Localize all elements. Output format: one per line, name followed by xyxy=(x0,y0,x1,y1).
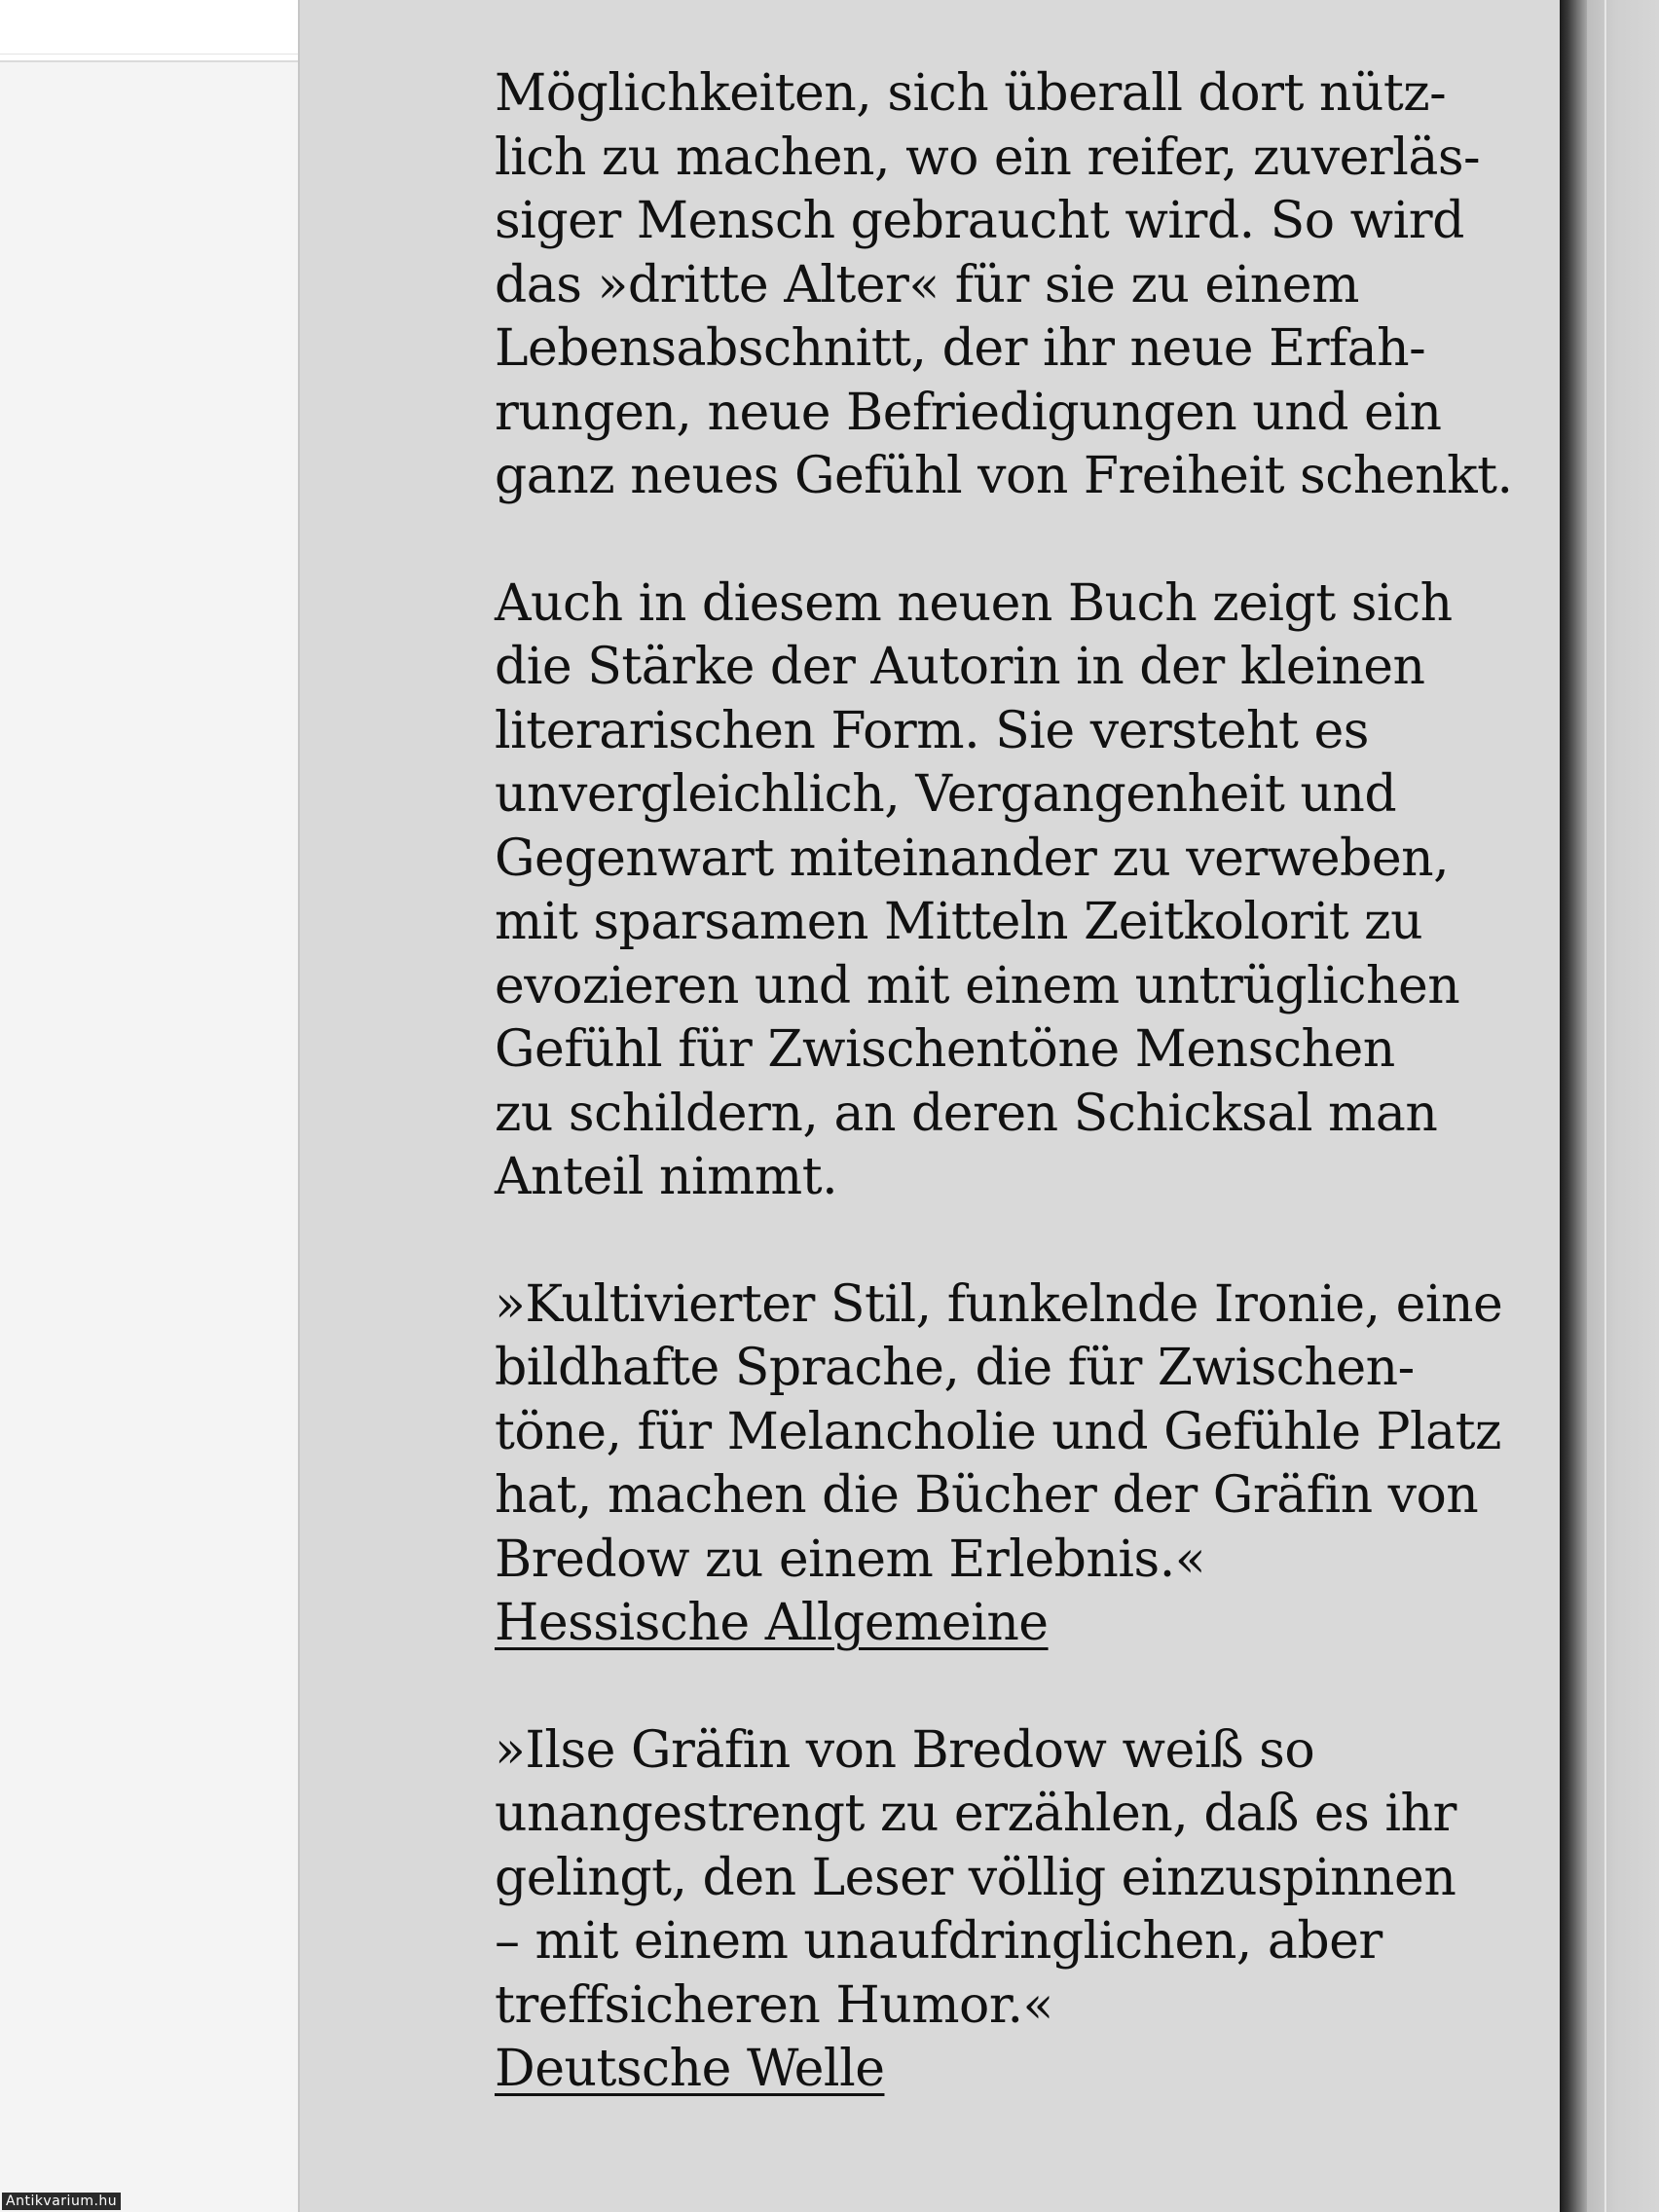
text-line: bildhafte Sprache, die für Zwischen- xyxy=(495,1339,1415,1397)
text-line: Möglichkeiten, sich überall dort nütz- xyxy=(495,64,1447,123)
quote-source-label: Deutsche Welle xyxy=(495,2040,885,2098)
left-page-top-band xyxy=(0,0,298,62)
text-line: Lebensabschnitt, der ihr neue Erfah- xyxy=(495,319,1426,378)
text-line: unvergleichlich, Vergangenheit und xyxy=(495,765,1397,824)
text-line: evozieren und mit einem untrüglichen xyxy=(495,956,1460,1015)
paragraph-1 xyxy=(495,62,1527,509)
text-line: lich zu machen, wo ein reifer, zuverläs- xyxy=(495,128,1481,187)
text-line: Bredow zu einem Erlebnis.« xyxy=(495,1530,1206,1589)
watermark: Antikvarium.hu xyxy=(2,2193,121,2210)
text-line: ganz neues Gefühl von Freiheit schenkt. xyxy=(495,447,1513,505)
quote-source xyxy=(495,1592,1527,1656)
left-page xyxy=(0,0,304,2212)
text-line: unangestrengt zu erzählen, daß es ihr xyxy=(495,1785,1456,1843)
text-line: töne, für Melancholie und Gefühle Platz xyxy=(495,1402,1501,1461)
text-line: gelingt, den Leser völlig einzuspinnen xyxy=(495,1848,1456,1907)
quote-source xyxy=(495,2038,1527,2102)
right-strip xyxy=(1587,0,1659,2212)
text-line: rungen, neue Befriedigungen und ein xyxy=(495,383,1442,442)
text-line: Auch in diesem neuen Buch zeigt sich xyxy=(495,573,1453,633)
quote-source-label: Hessische Allgemeine xyxy=(495,1594,1049,1652)
text-line: Anteil nimmt. xyxy=(495,1148,838,1206)
text-line: – mit einem unaufdringlichen, aber xyxy=(495,1912,1382,1971)
text-line: Gefühl für Zwischentöne Menschen xyxy=(495,1020,1395,1079)
text-line: Gegenwart miteinander zu verweben, xyxy=(495,829,1450,888)
text-line: die Stärke der Autorin in der kleinen xyxy=(495,638,1425,696)
paragraph-2 xyxy=(495,572,1527,1210)
text-line: »Ilse Gräfin von Bredow weiß so xyxy=(495,1720,1315,1780)
text-line: siger Mensch gebraucht wird. So wird xyxy=(495,192,1464,250)
quote-1 xyxy=(495,1273,1527,1656)
quote-2 xyxy=(495,1719,1527,2102)
text-line: treffsicheren Humor.« xyxy=(495,1975,1053,2035)
text-line: literarischen Form. Sie versteht es xyxy=(495,701,1369,760)
cover-edge xyxy=(1560,0,1587,2212)
text-line: zu schildern, an deren Schicksal man xyxy=(495,1084,1438,1143)
text-line: hat, machen die Bücher der Gräfin von xyxy=(495,1466,1479,1525)
text-line: das »dritte Alter« für sie zu einem xyxy=(495,255,1359,314)
text-line: mit sparsamen Mitteln Zeitkolorit zu xyxy=(495,893,1423,951)
text-line: »Kultivierter Stil, funkelnde Ironie, eine xyxy=(495,1274,1503,1334)
blurb-text xyxy=(495,62,1527,2165)
